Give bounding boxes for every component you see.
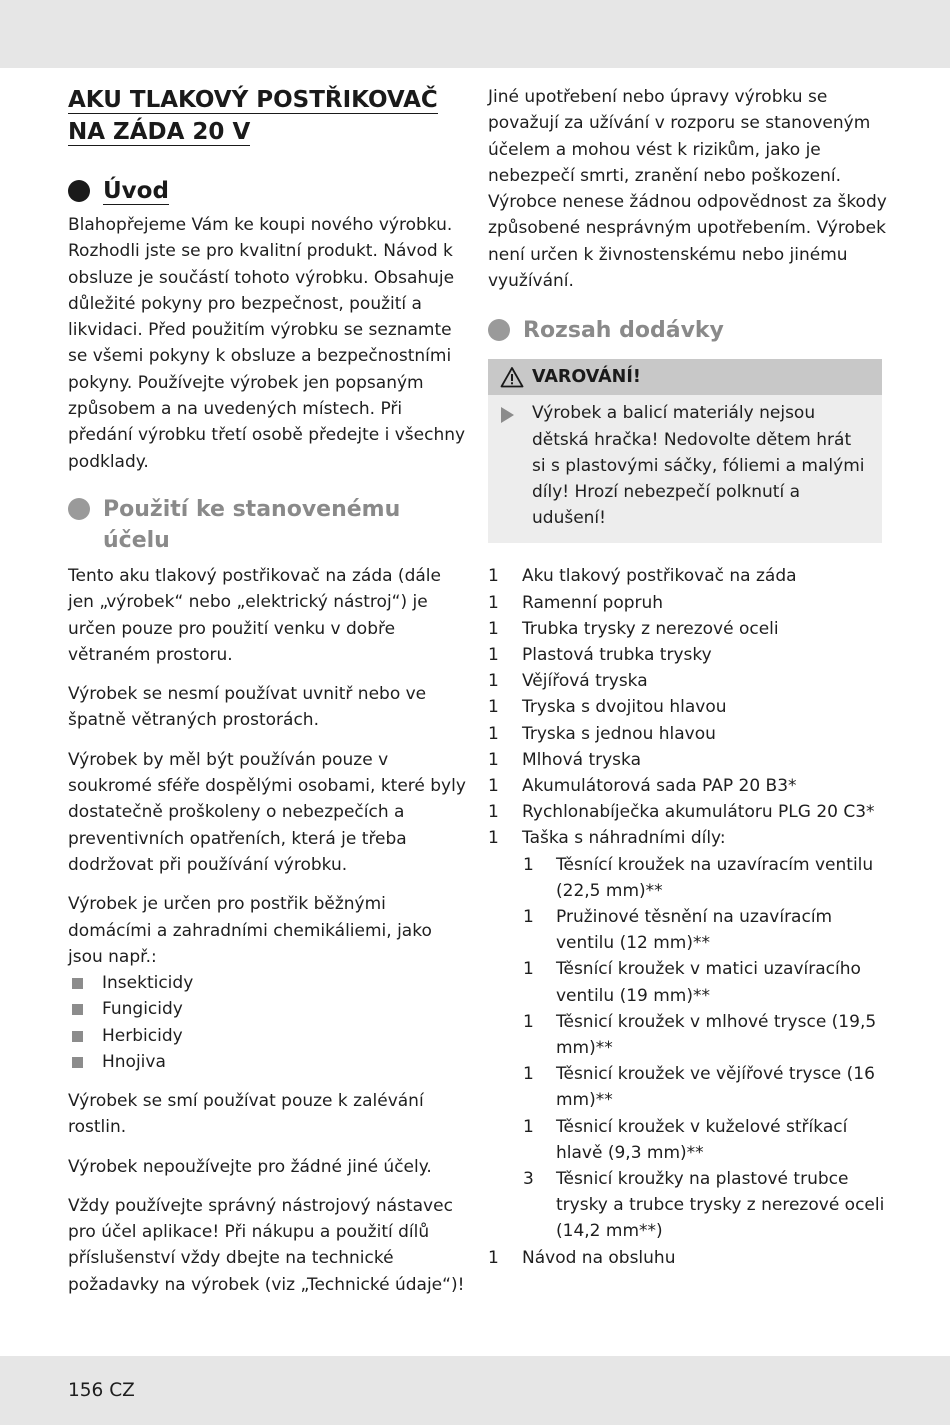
sub-list-item: 1 Těsnící kroužek v matici uzavíracího ventilu (19 mm)**: [523, 959, 861, 1006]
list-item: 1 Tryska s dvojitou hlavou: [488, 697, 727, 718]
list-item: 1 Trubka trysky z nerezové oceli: [488, 618, 779, 639]
usage-heading: Použití ke stanovenému účelu: [68, 494, 468, 556]
list-item: 1 Rychlonabíječka akumulátoru PLG 20 C3*: [488, 802, 875, 823]
footer-band: [0, 1356, 950, 1425]
arrow-bullet-icon: [501, 407, 514, 423]
usage-paragraph: Vždy používejte správný nástrojový nástavec pro účel aplikace! Při nákupu a použití dílů příslušenství vždy dbejte na technické požadavky na výrobek (viz „Technické údaje“)!: [68, 1195, 465, 1295]
document-title: [68, 84, 468, 148]
square-bullet-icon: [72, 1057, 83, 1068]
list-item: 1 Vějířová tryska: [488, 671, 648, 692]
usage-paragraph: Výrobek se smí používat pouze k zalévání rostlin.: [68, 1090, 424, 1138]
usage-paragraph: Výrobek by měl být používán pouze v soukromé sféře dospělými osobami, které byly dostatečně proškoleny o nebezpečích a preventivních opatřeních, která je třeba dodržovat při používání výrobku.: [68, 749, 466, 875]
square-bullet-icon: [72, 1031, 83, 1042]
sub-list-item: 1 Těsnicí kroužek v mlhové trysce (19,5 mm)**: [523, 1011, 877, 1059]
sub-list-item: 1 Těsnicí kroužek ve vějířové trysce (16 mm)**: [523, 1064, 875, 1111]
intro-heading: Úvod: [68, 176, 468, 206]
scope-heading: Rozsah dodávky: [488, 315, 888, 346]
warning-box: [488, 359, 882, 543]
right-column: [488, 84, 888, 1271]
misuse-paragraph: Jiné upotřebení nebo úpravy výrobku se považují za užívání v rozporu se stanoveným účelem a mohou vést k rizikům, jako je nebezpečí smrti, zranění nebo poškození. Výrobce nenese žádnou odpovědnost za škody způsobené nesprávným upotřebením. Výrobek není určen k živnostenskému nebo jinému využívání.: [488, 87, 887, 292]
warning-header: [488, 359, 882, 395]
sub-list-item: 1 Těsnící kroužek na uzavíracím ventilu (22,5 mm)**: [523, 854, 874, 901]
list-item: Insekticidy: [68, 970, 468, 996]
left-column: [68, 84, 468, 1298]
usage-paragraph: Výrobek je určen pro postřik běžnými domácími a zahradními chemikáliemi, jako jsou např.:: [68, 894, 432, 967]
list-item: 1 Taška s náhradními díly:: [488, 828, 726, 849]
chemicals-list: [68, 970, 468, 1075]
sub-list-item: 1 Pružinové těsnění na uzavíracím ventilu (12 mm)**: [523, 907, 833, 954]
square-bullet-icon: [72, 1004, 83, 1015]
square-bullet-icon: [72, 978, 83, 989]
list-item: Fungicidy: [68, 996, 468, 1022]
list-item: 1 Návod na obsluhu: [488, 1247, 676, 1268]
list-item: 1 Tryska s jednou hlavou: [488, 723, 716, 744]
list-item: 1 Mlhová tryska: [488, 749, 641, 770]
heading-bullet-icon: [68, 498, 90, 520]
usage-paragraph: Výrobek se nesmí používat uvnitř nebo ve špatně větraných prostorách.: [68, 684, 427, 731]
heading-bullet-icon: [488, 319, 510, 341]
intro-text: Blahopřejeme Vám ke koupi nového výrobku. Rozhodli jste se pro kvalitní produkt. Návod k obsluze je součástí tohoto výrobku. Obsahuje důležité pokyny pro bezpečnost, použití a likvidaci. Před použitím výrobku se seznamte se všemi pokyny k obsluze a bezpečnostními pokyny. Používejte výrobek jen popsaným způsobem a na uvedených místech. Při předání výrobku třetí osobě předejte i všechny podklady.: [68, 215, 466, 472]
usage-paragraph: Tento aku tlakový postřikovač na záda (dále jen „výrobek“ nebo „elektrický nástroj“) je určen pouze pro použití venku v dobře větraném prostoru.: [68, 565, 441, 665]
title-line-2: NA ZÁDA 20 V: [68, 119, 251, 145]
delivery-list: [488, 563, 888, 1270]
list-item: 1 Plastová trubka trysky: [488, 645, 712, 665]
list-item: Herbicidy: [68, 1023, 468, 1049]
title-line-1: AKU TLAKOVÝ POSTŘIKOVAČ: [68, 87, 438, 113]
list-item: 1 Akumulátorová sada PAP 20 B3*: [488, 776, 797, 797]
list-item: 1 Aku tlakový postřikovač na záda: [488, 566, 797, 587]
page-number: 156 CZ: [68, 1380, 135, 1401]
heading-bullet-icon: [68, 180, 90, 202]
sub-list-item: 3 Těsnicí kroužky na plastové trubce trysky a trubce trysky z nerezové oceli (14,2 mm**): [523, 1169, 885, 1242]
list-item: 1 Ramenní popruh: [488, 592, 664, 613]
usage-paragraph: Výrobek nepoužívejte pro žádné jiné účely.: [68, 1156, 432, 1177]
list-item: Hnojiva: [68, 1049, 468, 1075]
sub-list-item: 1 Těsnicí kroužek v kuželové stříkací hlavě (9,3 mm)**: [523, 1116, 848, 1163]
warning-text: Výrobek a balicí materiály nejsou dětská hračka! Nedovolte dětem hrát si s plastovými sáčky, fóliemi a malými díly! Hrozí nebezpečí polknutí a udušení!: [532, 403, 865, 529]
warning-triangle-icon: [500, 366, 524, 388]
warning-body: [488, 395, 882, 543]
header-band: [0, 0, 950, 68]
warning-title: VAROVÁNÍ!: [532, 367, 641, 388]
